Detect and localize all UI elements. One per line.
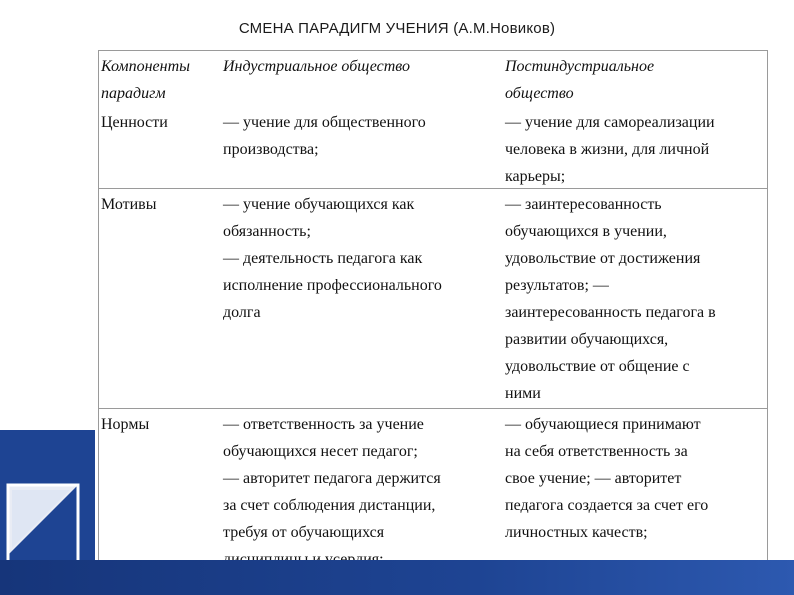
decorative-frame-icon [0,430,95,580]
table-row-values [99,107,767,189]
industrial-cell: — ответственность за учение обучающихся несет педагог; — авторитет педагога держится за счет соблюдения дистанции, требуя от обучающихся [223,416,441,541]
row-label: Ценности [101,114,168,131]
table-row-motives [99,189,767,409]
industrial-cell: — учение обучающихся как обязанность; — деятельность педагога как исполнение профессионального долга [223,196,442,321]
industrial-cell: — учение для общественного производства; [223,114,426,158]
postindustrial-cell: — учение для самореализации человека в жизни, для личной карьеры; [505,114,715,185]
postindustrial-cell: — заинтересованность обучающихся в учении, удовольствие от достижения результатов; — заинтересованность педагога в развитии обучающихся, удовольствие от общение с ними [505,196,716,402]
header-postindustrial: Постиндустриальное общество [505,58,655,102]
table-header-row [99,51,767,107]
page-title: СМЕНА ПАРАДИГМ УЧЕНИЯ (А.М.Новиков) [238,20,556,37]
header-industrial: Индустриальное общество [223,58,411,75]
postindustrial-cell: — обучающиеся принимают на себя ответственность за свое учение; — авторитет педагога создается за счет его личностных качеств; [505,416,709,541]
table-row-norms [99,409,767,580]
header-components: Компоненты парадигм [101,58,190,102]
row-label: Мотивы [101,196,157,213]
bottom-bar [0,560,794,595]
paradigm-table [98,50,768,581]
row-label: Нормы [101,416,150,433]
